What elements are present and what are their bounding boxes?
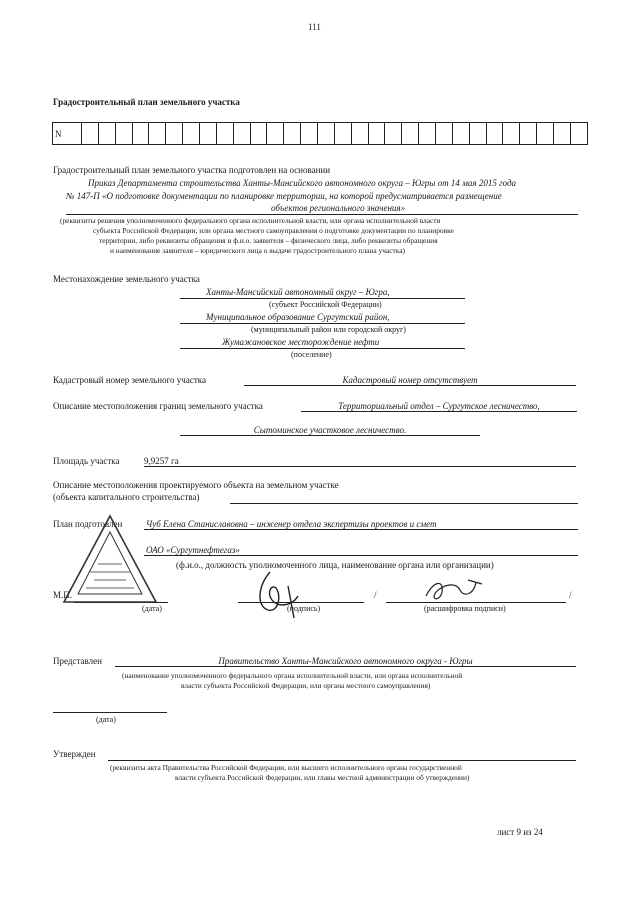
basis-line-1: Приказ Департамента строительства Ханты-Мансийского автономного округа – Югры от 14 мая 2015 года: [88, 178, 517, 188]
area-label: Площадь участка: [53, 456, 120, 466]
official-stamp: [60, 510, 160, 610]
location-subject: Ханты-Мансийский автономный округ – Югра,: [206, 287, 390, 297]
basis-label: Градостроительный план земельного участка подготовлен на основании: [53, 165, 331, 175]
presented-caption-1: (наименование уполномоченного федерального органа исполнительной власти, или органа исполнительной: [122, 671, 463, 680]
prepared-label: План подготовлен: [53, 519, 123, 529]
approved-caption-2: власти субъекта Российской Федерации, или главы местной администрации об утверждении): [175, 773, 470, 782]
sheet-number: лист 9 из 24: [497, 827, 543, 837]
basis-caption-4: и наименование заявителя – юридического лица о выдаче градостроительного плана участка): [110, 246, 405, 255]
location-district-caption: (муниципальный район или городской округ): [251, 325, 406, 334]
approved-label: Утвержден: [53, 749, 96, 759]
date-caption: (дата): [142, 604, 162, 613]
presented-caption-2: власти субъекта Российской Федерации, или органа местного самоуправления): [181, 681, 431, 690]
grid-number-sign: N: [53, 123, 82, 144]
prepared-value: Чуб Елена Станиславовна – инженер отдела экспертизы проектов и смет: [144, 519, 578, 530]
decoding-signature-mark: [420, 574, 490, 608]
location-subject-caption: (субъект Российской Федерации): [269, 300, 382, 309]
presented-label: Представлен: [53, 656, 102, 666]
page-number: 111: [308, 22, 321, 32]
location-label: Местонахождение земельного участка: [53, 274, 200, 284]
approved-caption-1: (реквизиты акта Правительства Российской Федерации, или высшего исполнительного органа государственной: [110, 763, 462, 772]
basis-caption-2: субъекта Российской Федерации, или органа местного самоуправления о подготовке документации по планировке: [93, 226, 454, 235]
basis-line-2: № 147-П «О подготовке документации по планировке территории, на которой предусматривается размещение: [66, 191, 502, 201]
mp-label: М.П.: [53, 590, 73, 600]
boundaries-label: Описание местоположения границ земельного участка: [53, 401, 263, 411]
signature-caption: (подпись): [287, 604, 321, 613]
signature-mark: [248, 566, 321, 624]
cadastral-value: Кадастровый номер отсутствует: [244, 375, 576, 386]
prepared-org: ОАО «Сургутнефтегаз»: [144, 545, 578, 556]
cadastral-label: Кадастровый номер земельного участка: [53, 375, 206, 385]
location-settlement: Жумажановское месторождение нефти: [222, 337, 380, 347]
basis-caption-3: территории, либо реквизиты обращения и ф.и.о. заявителя – физического лица, либо реквизиты обращения: [99, 236, 438, 245]
slash-2: /: [569, 590, 572, 600]
object-label-1: Описание местоположения проектируемого объекта на земельном участке: [53, 480, 339, 490]
document-heading: Градостроительный план земельного участка: [53, 97, 240, 107]
boundaries-value-1: Территориальный отдел – Сургутское лесничество,: [301, 401, 577, 412]
boundaries-value-2: Сытоминское участковое лесничество.: [180, 425, 480, 436]
number-grid: [52, 122, 588, 145]
presented-value: Правительство Ханты-Мансийского автономного округа - Югры: [115, 656, 576, 667]
slash-1: /: [374, 590, 377, 600]
decoding-caption: (расшифровка подписи): [424, 604, 506, 613]
basis-line-3: объектов регионального значения»: [271, 203, 406, 213]
object-label-2: (объекта капитального строительства): [53, 492, 200, 502]
location-settlement-caption: (поселение): [291, 350, 332, 359]
prepared-caption: (ф.и.о., должность уполномоченного лица, наименование органа или организации): [176, 560, 494, 570]
date-caption-2: (дата): [96, 715, 116, 724]
location-district: Муниципальное образование Сургутский район,: [206, 312, 390, 322]
basis-caption-1: (реквизиты решения уполномоченного федерального органа исполнительной власти, или органа исполнительной власти: [60, 216, 441, 225]
area-value: 9,9257 га: [144, 456, 576, 467]
